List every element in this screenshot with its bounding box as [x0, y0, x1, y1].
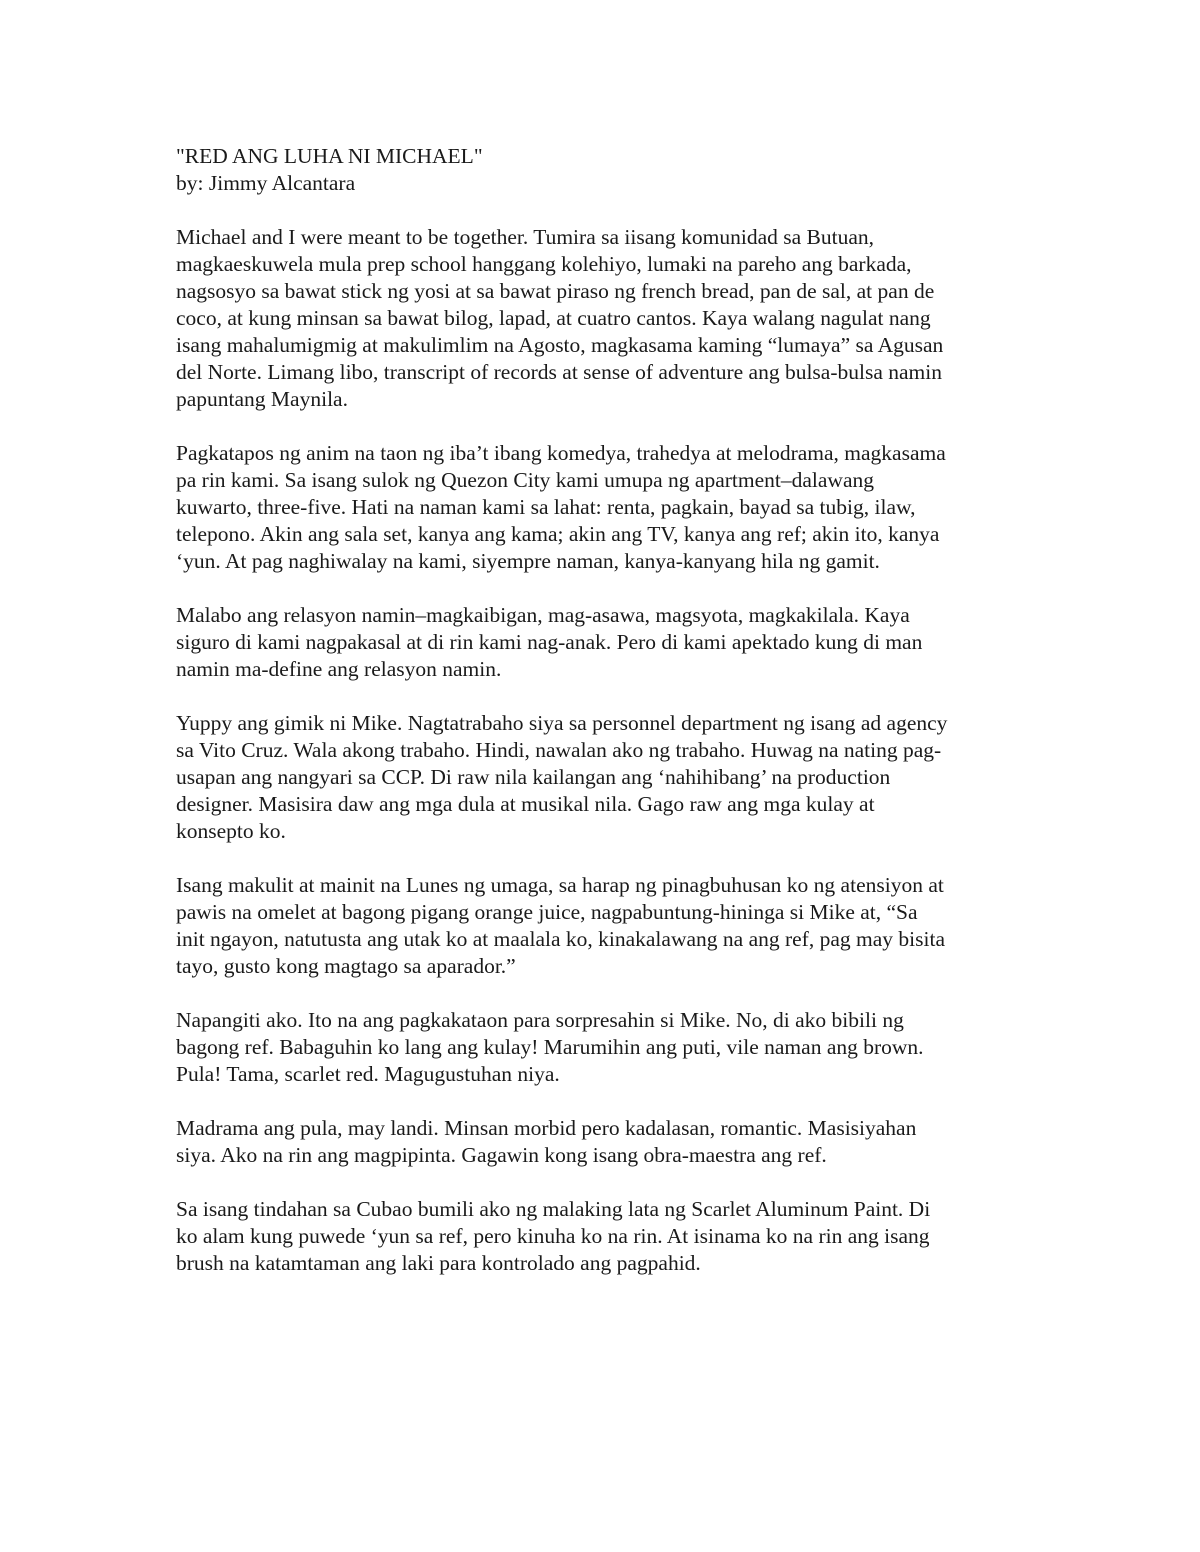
- text-line: sa Vito Cruz. Wala akong trabaho. Hindi, nawalan ako ng trabaho. Huwag na nating pag-: [176, 738, 942, 762]
- paragraph-2: [176, 440, 1036, 575]
- text-line: Pagkatapos ng anim na taon ng iba’t ibang komedya, trahedya at melodrama, magkasama: [176, 441, 946, 465]
- text-line: designer. Masisira daw ang mga dula at musikal nila. Gago raw ang mga kulay at: [176, 792, 875, 816]
- text-line: tayo, gusto kong magtago sa aparador.”: [176, 954, 516, 978]
- text-line: Madrama ang pula, may landi. Minsan morbid pero kadalasan, romantic. Masisiyahan: [176, 1116, 917, 1140]
- document-title: "RED ANG LUHA NI MICHAEL": [176, 144, 483, 168]
- text-line: Isang makulit at mainit na Lunes ng umaga, sa harap ng pinagbuhusan ko ng atensiyon at: [176, 873, 944, 897]
- text-line: brush na katamtaman ang laki para kontrolado ang pagpahid.: [176, 1251, 701, 1275]
- text-line: ‘yun. At pag naghiwalay na kami, siyempre naman, kanya-kanyang hila ng gamit.: [176, 549, 880, 573]
- text-line: magkaeskuwela mula prep school hanggang kolehiyo, lumaki na pareho ang barkada,: [176, 252, 912, 276]
- text-line: Sa isang tindahan sa Cubao bumili ako ng malaking lata ng Scarlet Aluminum Paint. Di: [176, 1197, 931, 1221]
- paragraph-6: [176, 1007, 1036, 1088]
- text-line: ko alam kung puwede ‘yun sa ref, pero kinuha ko na rin. At isinama ko na rin ang isang: [176, 1224, 930, 1248]
- text-line: siya. Ako na rin ang magpipinta. Gagawin kong isang obra-maestra ang ref.: [176, 1143, 827, 1167]
- text-line: bagong ref. Babaguhin ko lang ang kulay! Marumihin ang puti, vile naman ang brown.: [176, 1035, 924, 1059]
- paragraph-3: [176, 602, 1036, 683]
- text-line: del Norte. Limang libo, transcript of records at sense of adventure ang bulsa-bulsa namin: [176, 360, 943, 384]
- text-line: usapan ang nangyari sa CCP. Di raw nila kailangan ang ‘nahihibang’ na production: [176, 765, 891, 789]
- paragraph-4: [176, 710, 1036, 845]
- text-line: isang mahalumigmig at makulimlim na Agosto, magkasama kaming “lumaya” sa Agusan: [176, 333, 944, 357]
- text-line: init ngayon, natutusta ang utak ko at maalala ko, kinakalawang na ang ref, pag may bisita: [176, 927, 945, 951]
- text-line: namin ma-define ang relasyon namin.: [176, 657, 502, 681]
- text-line: nagsosyo sa bawat stick ng yosi at sa bawat piraso ng french bread, pan de sal, at pan de: [176, 279, 935, 303]
- text-line: pawis na omelet at bagong pigang orange juice, nagpabuntung-hininga si Mike at, “Sa: [176, 900, 918, 924]
- text-line: kuwarto, three-five. Hati na naman kami sa lahat: renta, pagkain, bayad sa tubig, ilaw,: [176, 495, 916, 519]
- text-line: telepono. Akin ang sala set, kanya ang kama; akin ang TV, kanya ang ref; akin ito, kanya: [176, 522, 940, 546]
- text-line: Napangiti ako. Ito na ang pagkakataon para sorpresahin si Mike. No, di ako bibili ng: [176, 1008, 904, 1032]
- text-line: Pula! Tama, scarlet red. Magugustuhan niya.: [176, 1062, 560, 1086]
- text-line: pa rin kami. Sa isang sulok ng Quezon City kami umupa ng apartment–dalawang: [176, 468, 875, 492]
- text-line: Yuppy ang gimik ni Mike. Nagtatrabaho siya sa personnel department ng isang ad agency: [176, 711, 948, 735]
- paragraph-5: [176, 872, 1036, 980]
- text-line: siguro di kami nagpakasal at di rin kami nag-anak. Pero di kami apektado kung di man: [176, 630, 923, 654]
- text-line: Malabo ang relasyon namin–magkaibigan, mag-asawa, magsyota, magkakilala. Kaya: [176, 603, 910, 627]
- paragraph-1: [176, 224, 1036, 413]
- text-line: Michael and I were meant to be together. Tumira sa iisang komunidad sa Butuan,: [176, 225, 875, 249]
- document-byline: by: Jimmy Alcantara: [176, 171, 356, 195]
- text-line: coco, at kung minsan sa bawat bilog, lapad, at cuatro cantos. Kaya walang nagulat nang: [176, 306, 931, 330]
- text-line: papuntang Maynila.: [176, 387, 348, 411]
- paragraph-7: [176, 1115, 1036, 1169]
- document-page: [176, 143, 1036, 1304]
- paragraph-8: [176, 1196, 1036, 1277]
- text-line: konsepto ko.: [176, 819, 286, 843]
